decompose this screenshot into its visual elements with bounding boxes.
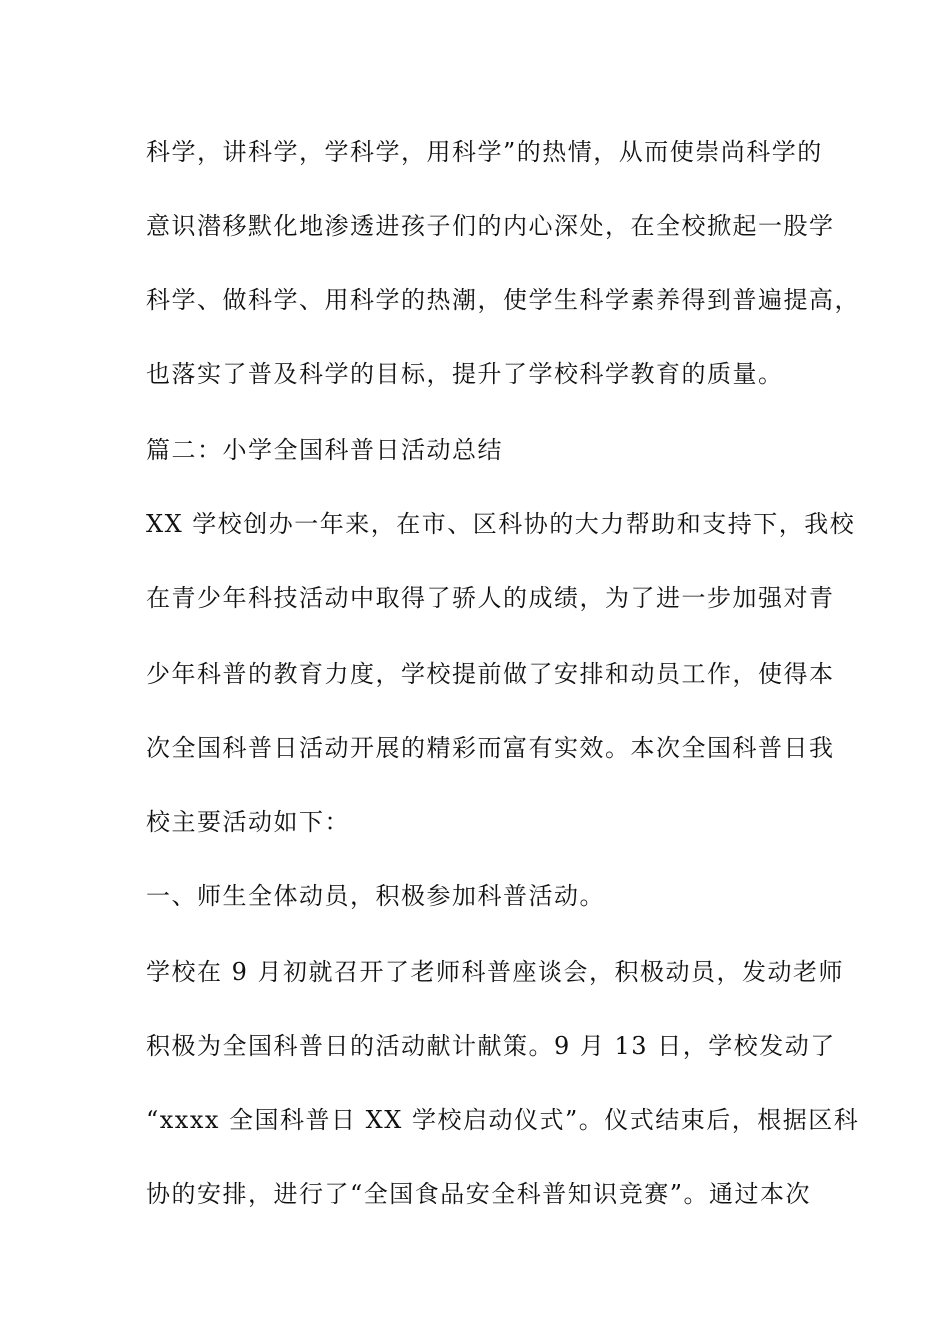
paragraph-line: 意识潜移默化地渗透进孩子们的内心深处，在全校掀起一股学 [146, 212, 835, 240]
paragraph-line: 科学、做科学、用科学的热潮，使学生科学素养得到普遍提高， [146, 286, 860, 314]
paragraph-line: 也落实了普及科学的目标，提升了学校科学教育的质量。 [146, 360, 784, 388]
paragraph-line: 科学，讲科学，学科学，用科学”的热情，从而使崇尚科学的 [146, 138, 823, 166]
subsection-heading: 一、师生全体动员，积极参加科普活动。 [146, 882, 605, 910]
paragraph-line: 校主要活动如下： [146, 808, 350, 836]
paragraph-line: 在青少年科技活动中取得了骄人的成绩，为了进一步加强对青 [146, 584, 835, 612]
paragraph-line: 次全国科普日活动开展的精彩而富有实效。本次全国科普日我 [146, 734, 835, 762]
paragraph-line: XX 学校创办一年来，在市、区科协的大力帮助和支持下，我校 [146, 510, 856, 538]
paragraph-line: “xxxx 全国科普日 XX 学校启动仪式”。仪式结束后，根据区科 [146, 1106, 860, 1134]
paragraph-line: 协的安排，进行了“全国食品安全科普知识竞赛”。通过本次 [146, 1180, 812, 1208]
paragraph-line: 学校在 9 月初就召开了老师科普座谈会，积极动员，发动老师 [146, 958, 845, 986]
paragraph-line: 少年科普的教育力度，学校提前做了安排和动员工作，使得本 [146, 660, 835, 688]
section-heading: 篇二：小学全国科普日活动总结 [146, 436, 503, 464]
paragraph-line: 积极为全国科普日的活动献计献策。9 月 13 日，学校发动了 [146, 1032, 836, 1060]
